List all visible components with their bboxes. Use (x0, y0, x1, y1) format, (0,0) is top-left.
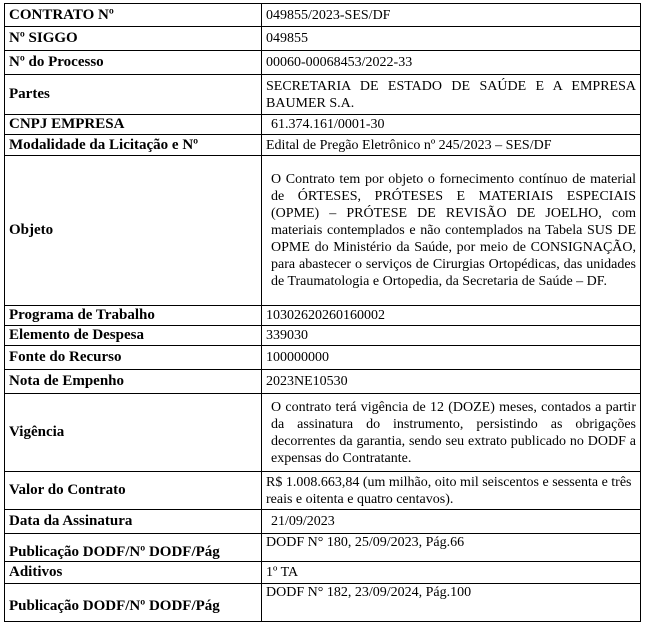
row-label: Vigência (5, 394, 262, 472)
row-label: Nº SIGGO (5, 27, 262, 51)
row-label: Modalidade da Licitação e Nº (5, 135, 262, 156)
contract-summary-table (4, 3, 641, 622)
row-label: CNPJ EMPRESA (5, 115, 262, 135)
table-row-modalidade (5, 135, 641, 156)
table-row-elemento (5, 326, 641, 346)
row-value: 10302620260160002 (262, 306, 641, 326)
table-row-publicacao-2 (5, 584, 641, 622)
table-row-valor (5, 472, 641, 510)
row-value: O contrato terá vigência de 12 (DOZE) meses, contados a partir da assinatura do instrumento, persistindo as obrigações decorrentes da garantia, sendo seu extrato publicado no DODF a expensas do Contratante. (262, 394, 641, 472)
table-row-partes (5, 75, 641, 115)
table-row-siggo (5, 27, 641, 51)
table-row-vigencia (5, 394, 641, 472)
row-value: 339030 (262, 326, 641, 346)
row-value: R$ 1.008.663,84 (um milhão, oito mil seiscentos e sessenta e três reais e oitenta e quatro centavos). (262, 472, 641, 510)
table-row-aditivos (5, 562, 641, 584)
row-label: Nº do Processo (5, 51, 262, 75)
table-row-empenho (5, 370, 641, 394)
row-value: 100000000 (262, 346, 641, 370)
row-label: Publicação DODF/Nº DODF/Pág (5, 584, 262, 622)
row-label: Elemento de Despesa (5, 326, 262, 346)
table-row-processo (5, 51, 641, 75)
row-value: O Contrato tem por objeto o fornecimento contínuo de material de ÓRTESES, PRÓTESES E MATERIAIS ESPECIAIS (OPME) – PRÓTESE DE REVISÃO DE JOELHO, com materiais contemplados e não contemplados na Tabela SUS DE OPME do Ministério da Saúde, por meio de CONSIGNAÇÃO, para abastecer o serviços de Cirurgias Ortopédicas, das unidades de Traumatologia e Ortopedia, da Secretaria de Saúde – DF. (262, 156, 641, 306)
table-row-assinatura (5, 510, 641, 534)
table-row-fonte (5, 346, 641, 370)
table-row-programa (5, 306, 641, 326)
table-row-objeto (5, 156, 641, 306)
row-value: 049855 (262, 27, 641, 51)
row-label: Valor do Contrato (5, 472, 262, 510)
row-value: 049855/2023-SES/DF (262, 4, 641, 27)
row-label: Publicação DODF/Nº DODF/Pág (5, 534, 262, 562)
row-value: 00060-00068453/2022-33 (262, 51, 641, 75)
row-value: 21/09/2023 (262, 510, 641, 534)
row-value: 61.374.161/0001-30 (262, 115, 641, 135)
row-label: Data da Assinatura (5, 510, 262, 534)
row-label: Programa de Trabalho (5, 306, 262, 326)
row-label: CONTRATO Nº (5, 4, 262, 27)
row-value: 1º TA (262, 562, 641, 584)
row-value: SECRETARIA DE ESTADO DE SAÚDE E A EMPRESA BAUMER S.A. (262, 75, 641, 115)
row-label: Partes (5, 75, 262, 115)
row-label: Objeto (5, 156, 262, 306)
row-label: Fonte do Recurso (5, 346, 262, 370)
table-row-contrato (5, 4, 641, 27)
row-label: Nota de Empenho (5, 370, 262, 394)
row-value: 2023NE10530 (262, 370, 641, 394)
table-row-cnpj (5, 115, 641, 135)
row-value: Edital de Pregão Eletrônico nº 245/2023 – SES/DF (262, 135, 641, 156)
row-value: DODF N° 180, 25/09/2023, Pág.66 (262, 534, 641, 562)
table-row-publicacao-1 (5, 534, 641, 562)
row-label: Aditivos (5, 562, 262, 584)
row-value: DODF N° 182, 23/09/2024, Pág.100 (262, 584, 641, 622)
